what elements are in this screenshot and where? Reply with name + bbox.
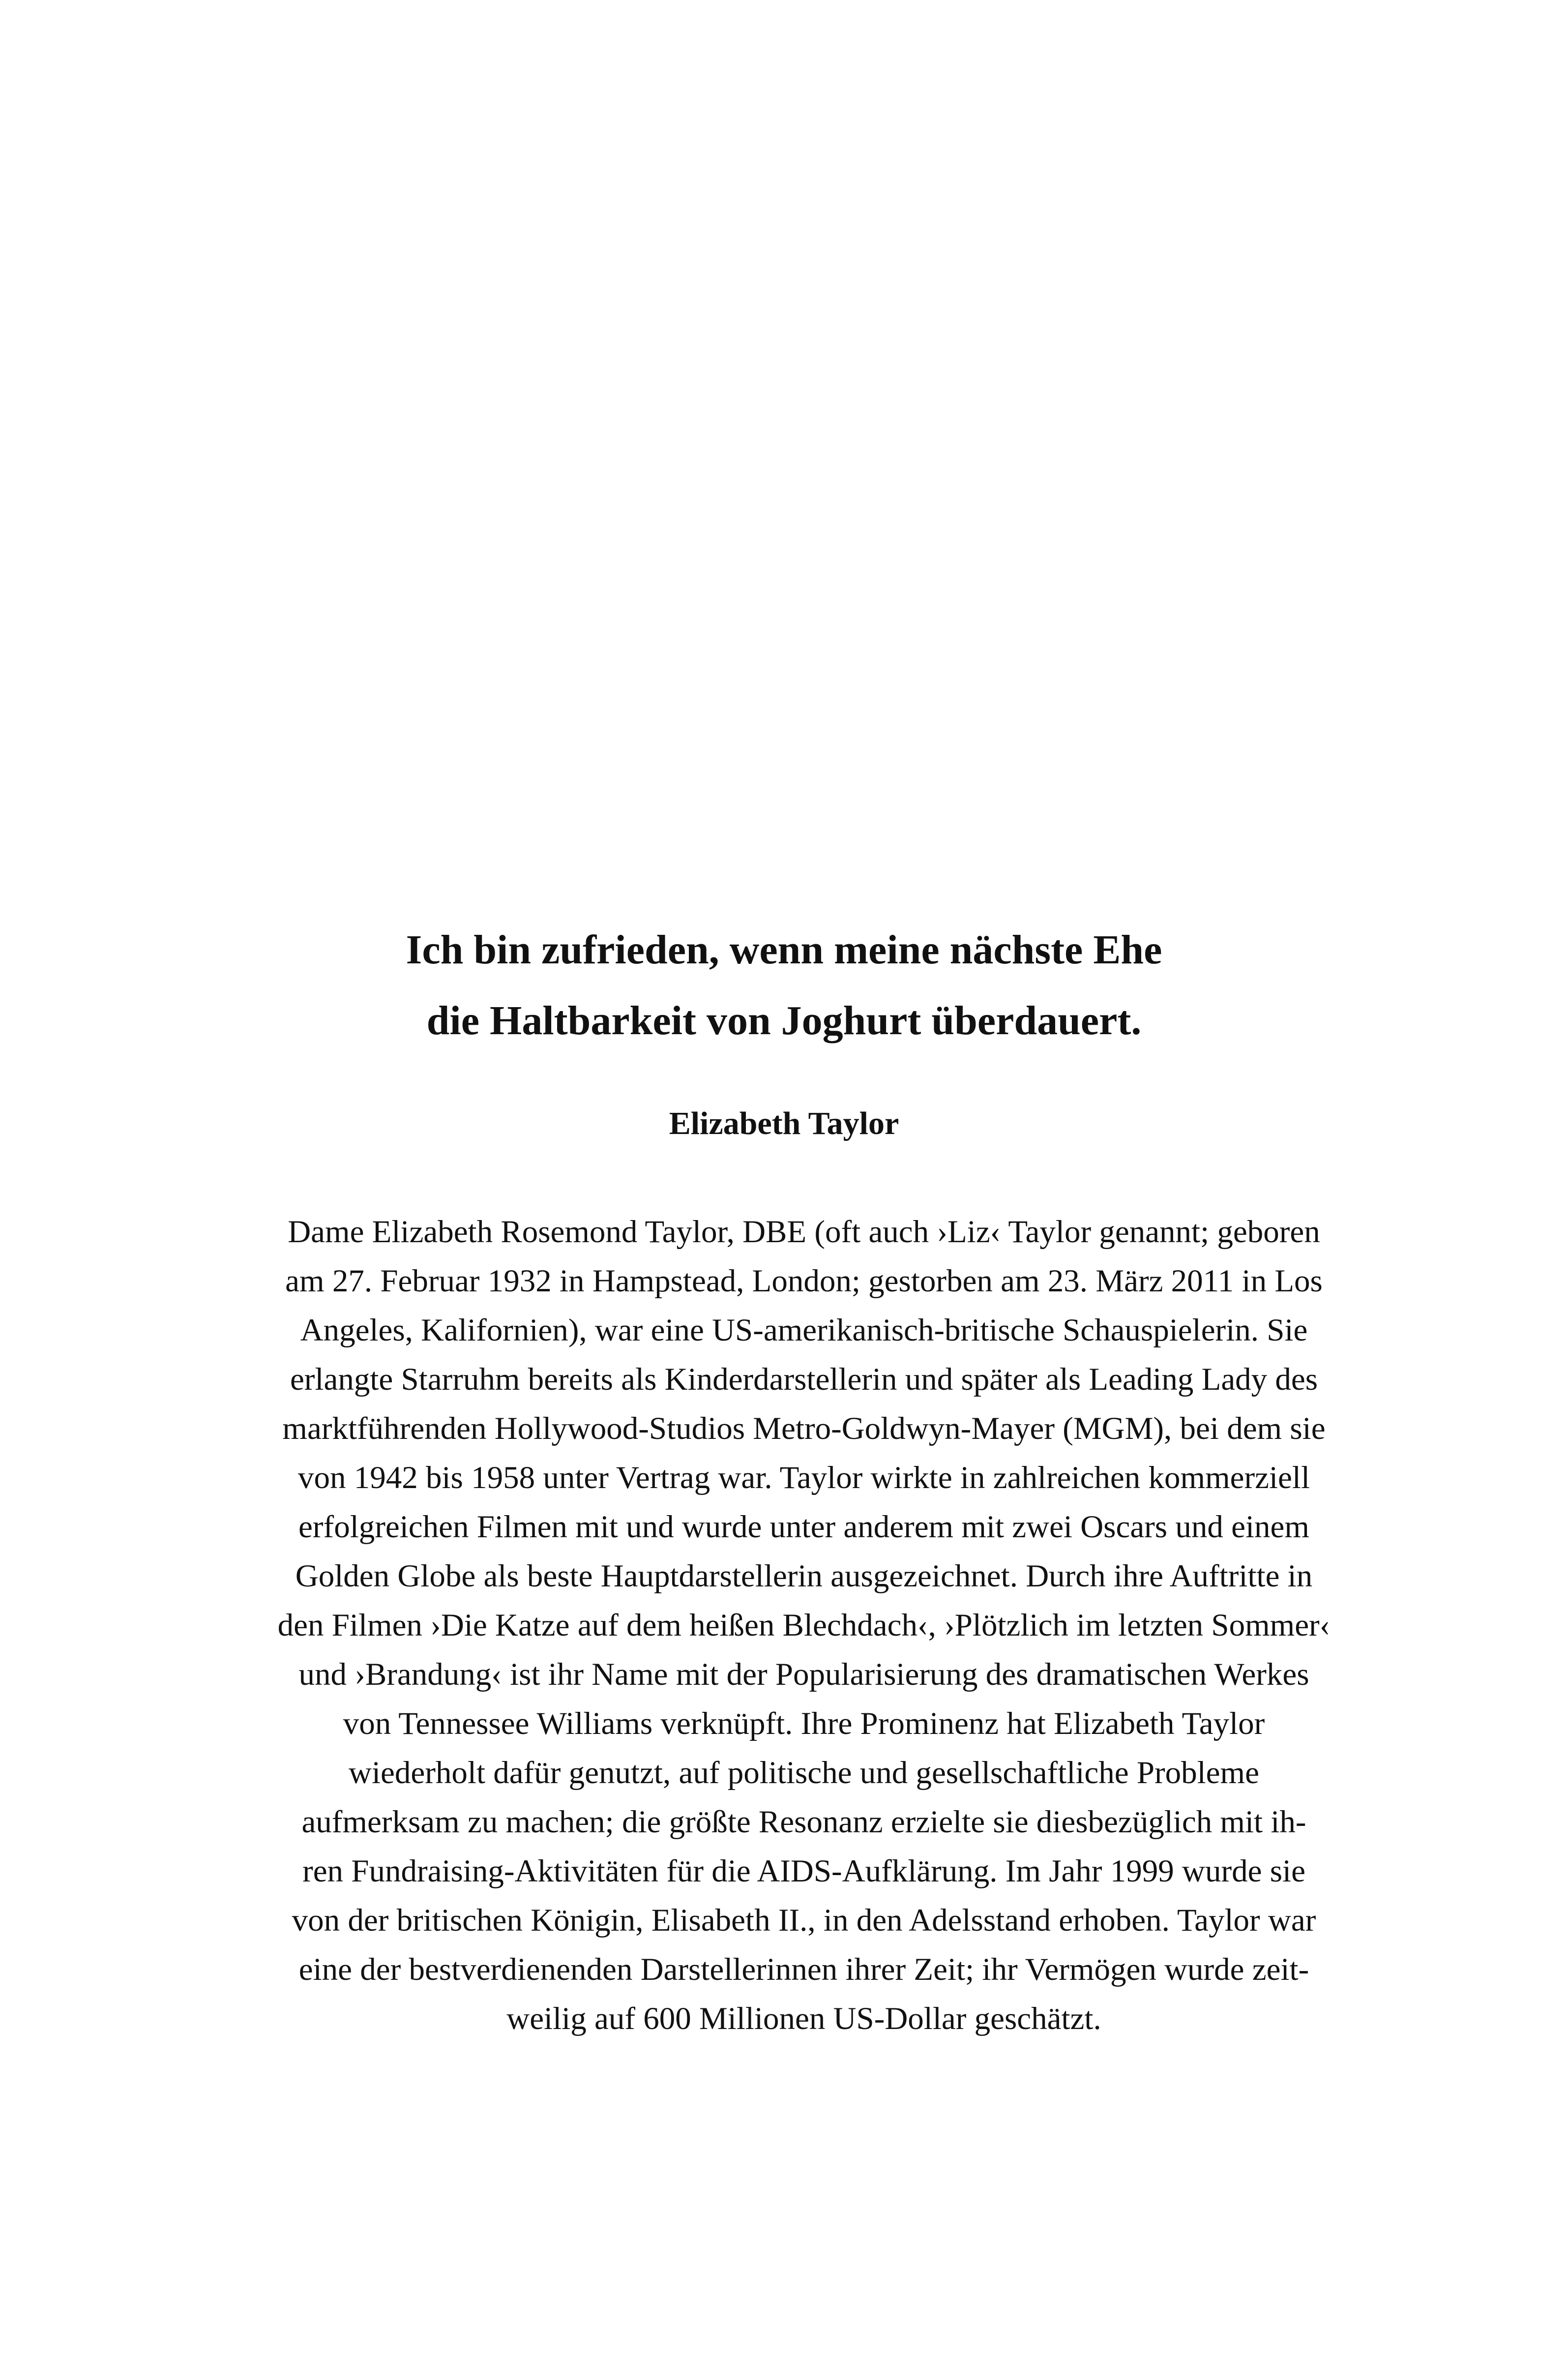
biography-line: erlangte Starruhm bereits als Kinderdarstellerin und später als Leading Lady des — [290, 1362, 1318, 1397]
biography-line: eine der bestverdienenden Darstellerinnen ihrer Zeit; ihr Vermögen wurde zeit- — [298, 1952, 1309, 1987]
biography-line: am 27. Februar 1932 in Hampstead, London; gestorben am 23. März 2011 in Los — [285, 1263, 1323, 1299]
biography-line: weilig auf 600 Millionen US-Dollar geschätzt. — [506, 2001, 1101, 2036]
author-name: Elizabeth Taylor — [669, 1105, 899, 1141]
biography-line: und ›Brandung‹ ist ihr Name mit der Popularisierung des dramatischen Werkes — [298, 1657, 1309, 1692]
biography-line: den Filmen ›Die Katze auf dem heißen Blechdach‹, ›Plötzlich im letzten Sommer‹ — [277, 1608, 1331, 1643]
quote-line: Ich bin zufrieden, wenn meine nächste Ehe — [406, 927, 1162, 973]
biography-line: ren Fundraising-Aktivitäten für die AIDS-Aufklärung. Im Jahr 1999 wurde sie — [302, 1853, 1305, 1889]
biography-line: Golden Globe als beste Hauptdarstellerin ausgezeichnet. Durch ihre Auftritte in — [295, 1558, 1313, 1594]
biography-line: marktführenden Hollywood-Studios Metro-Goldwyn-Mayer (MGM), bei dem sie — [282, 1411, 1326, 1446]
biography-line: von 1942 bis 1958 unter Vertrag war. Taylor wirkte in zahlreichen kommerziell — [297, 1460, 1310, 1495]
quote-line: die Haltbarkeit von Joghurt überdauert. — [426, 998, 1142, 1044]
biography-line: wiederholt dafür genutzt, auf politische und gesellschaftliche Probleme — [349, 1755, 1259, 1791]
biography-line: erfolgreichen Filmen mit und wurde unter anderem mit zwei Oscars und einem — [298, 1509, 1309, 1545]
biography-line: Dame Elizabeth Rosemond Taylor, DBE (oft auch ›Liz‹ Taylor genannt; geboren — [288, 1214, 1320, 1250]
biography-line: Angeles, Kalifornien), war eine US-amerikanisch-britische Schauspielerin. Sie — [300, 1313, 1308, 1348]
biography-line: von der britischen Königin, Elisabeth II., in den Adelsstand erhoben. Taylor war — [292, 1903, 1316, 1938]
biography-paragraph — [216, 1207, 1391, 2043]
biography-line: aufmerksam zu machen; die größte Resonanz erzielte sie diesbezüglich mit ih- — [301, 1804, 1306, 1840]
quote-heading — [0, 915, 1568, 1056]
biography-line: von Tennessee Williams verknüpft. Ihre Prominenz hat Elizabeth Taylor — [343, 1706, 1265, 1741]
